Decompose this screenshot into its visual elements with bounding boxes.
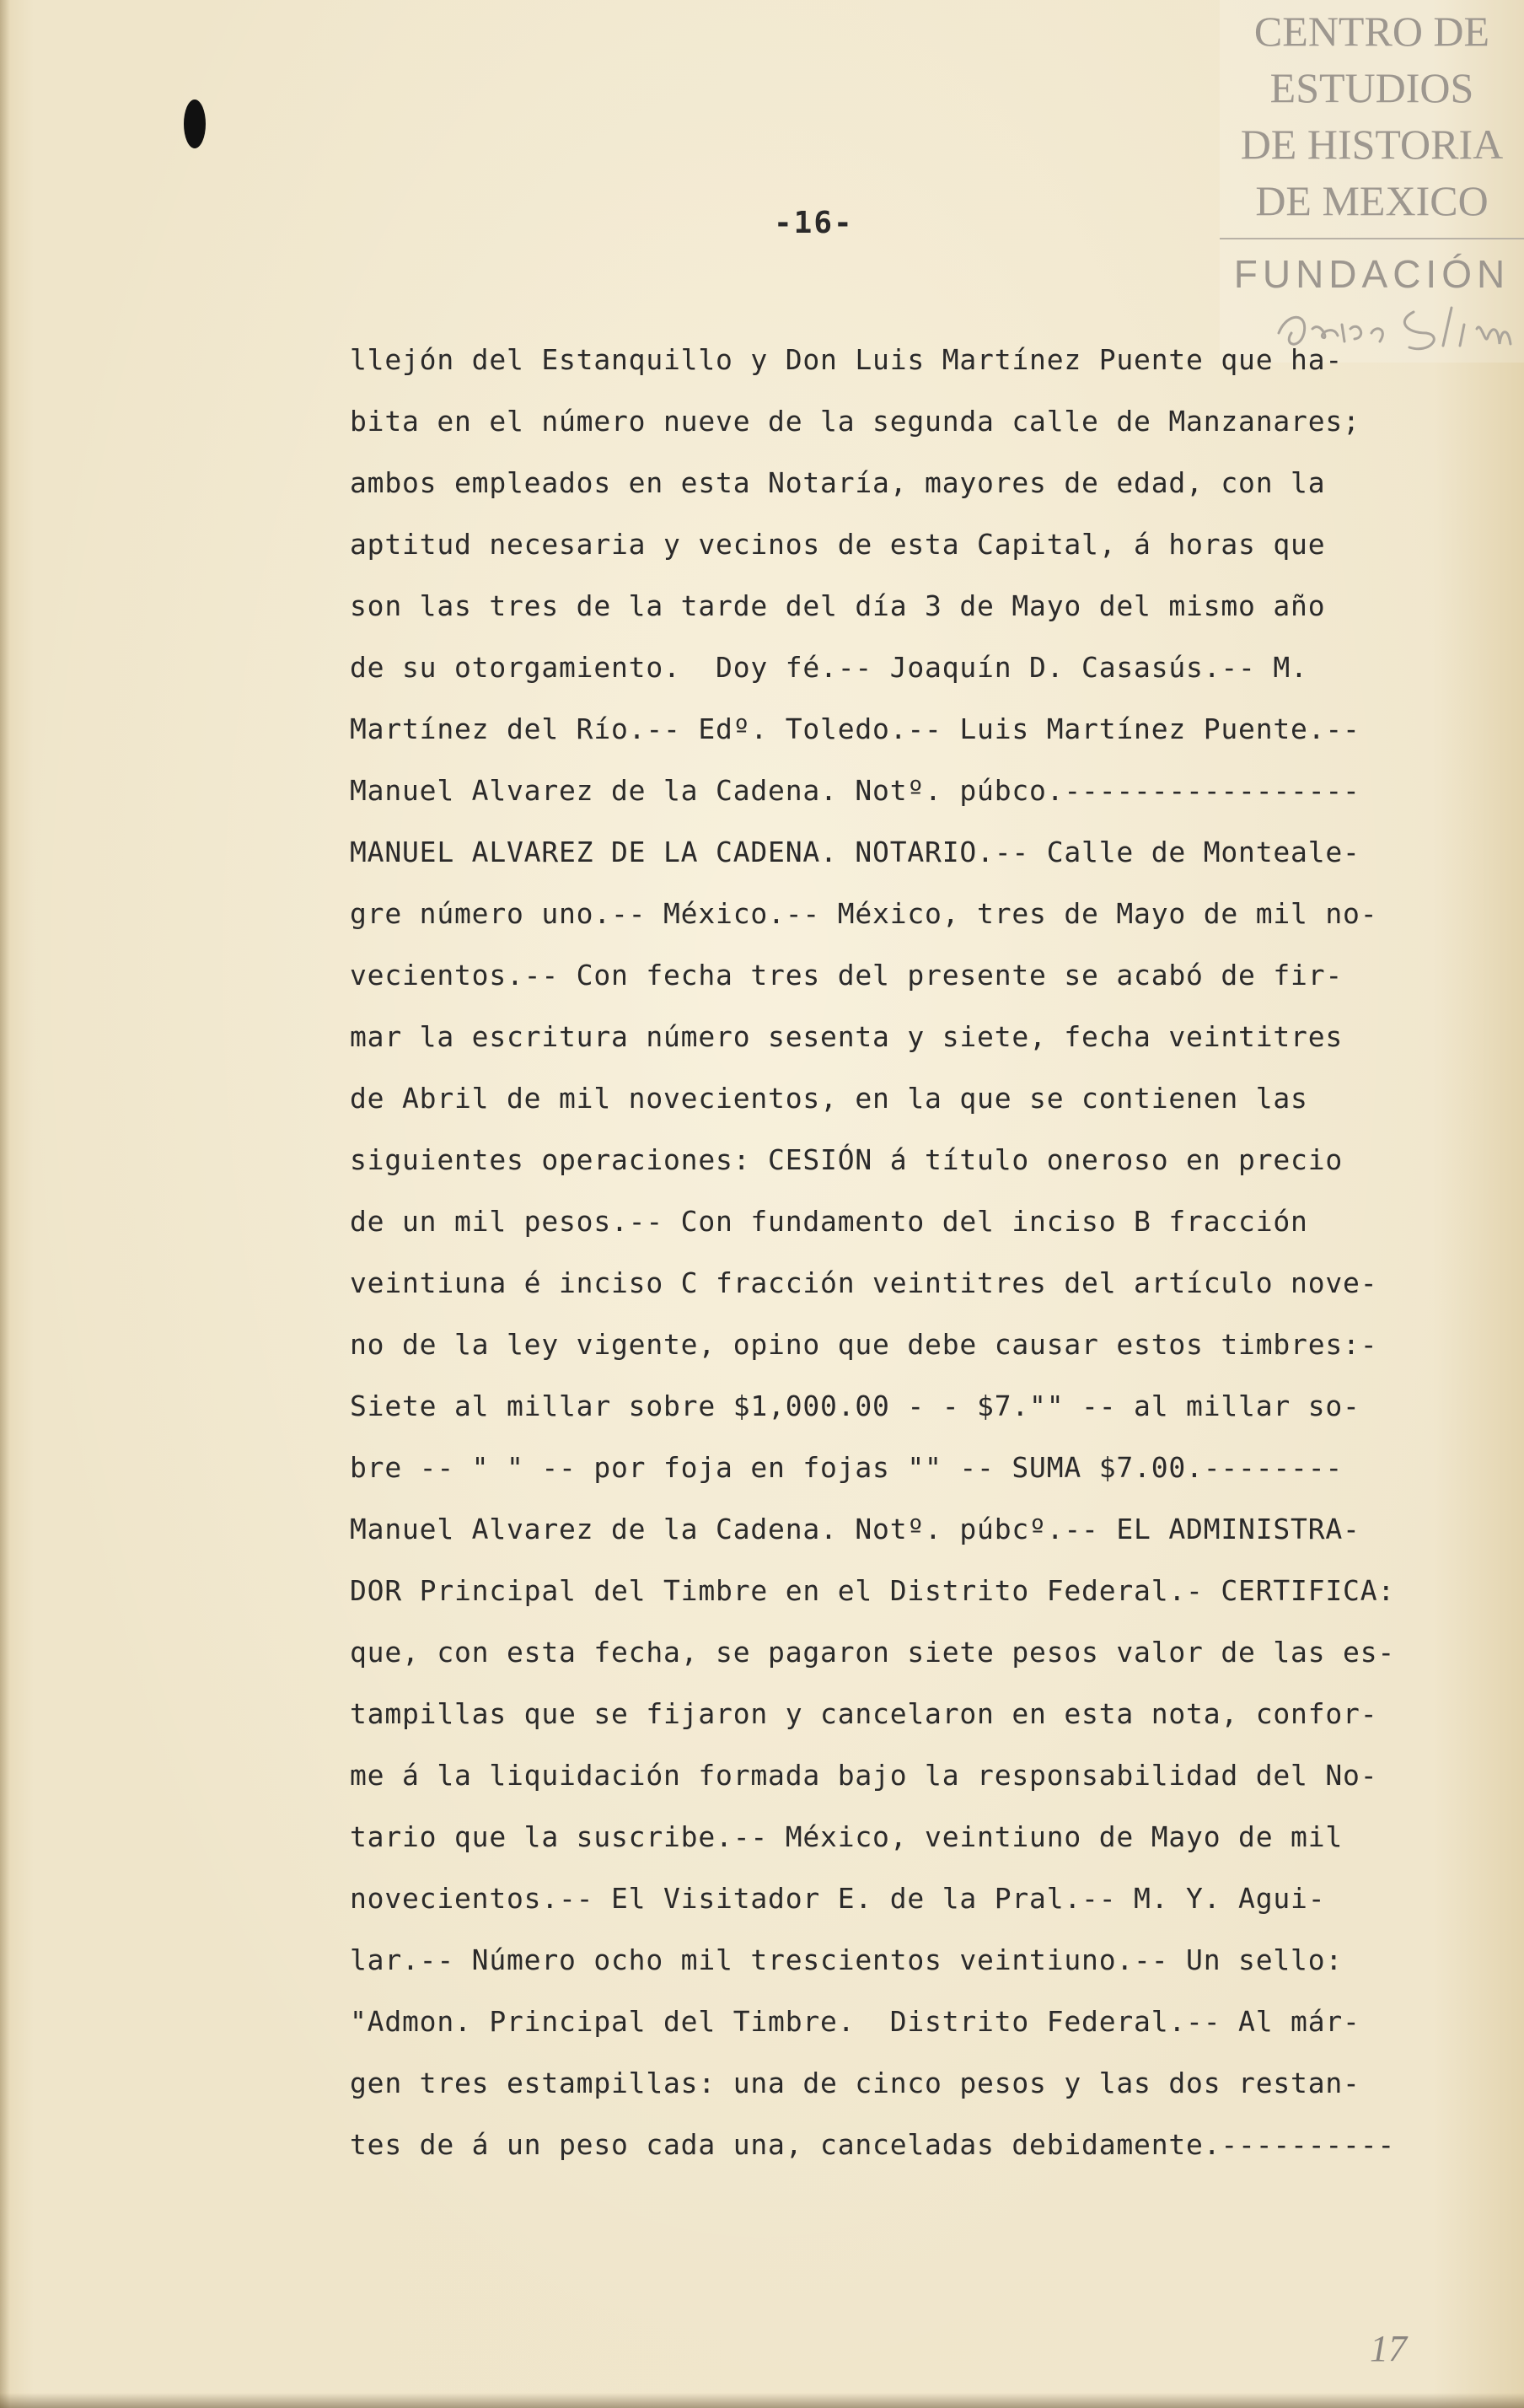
text-line: DOR Principal del Timbre en el Distrito Federal.- CERTIFICA: bbox=[350, 1574, 1396, 1607]
text-line: bita en el número nueve de la segunda calle de Manzanares; bbox=[350, 405, 1360, 438]
text-line: Manuel Alvarez de la Cadena. Notº. púbcº.-- EL ADMINISTRA- bbox=[350, 1513, 1360, 1545]
text-line: gen tres estampillas: una de cinco pesos y las dos restan- bbox=[350, 2067, 1360, 2099]
text-line: no de la ley vigente, opino que debe causar estos timbres:- bbox=[350, 1328, 1378, 1361]
text-line: tes de á un peso cada una, canceladas debidamente.---------- bbox=[350, 2128, 1396, 2161]
text-line: ambos empleados en esta Notaría, mayores de edad, con la bbox=[350, 466, 1326, 499]
text-line: veintiuna é inciso C fracción veintitres del artículo nove- bbox=[350, 1266, 1378, 1299]
text-line: llejón del Estanquillo y Don Luis Martínez Puente que ha- bbox=[350, 343, 1344, 376]
text-line: de un mil pesos.-- Con fundamento del inciso B fracción bbox=[350, 1205, 1308, 1238]
watermark-line-4: DE MEXICO bbox=[1255, 177, 1489, 224]
text-line: son las tres de la tarde del día 3 de Mayo del mismo año bbox=[350, 589, 1326, 622]
text-line: aptitud necesaria y vecinos de esta Capital, á horas que bbox=[350, 528, 1326, 561]
text-line: Manuel Alvarez de la Cadena. Notº. púbco.----------------- bbox=[350, 774, 1360, 807]
punch-hole-mark bbox=[184, 99, 206, 148]
text-line: tampillas que se fijaron y cancelaron en esta nota, confor- bbox=[350, 1697, 1378, 1730]
watermark-line-2: ESTUDIOS bbox=[1269, 64, 1474, 111]
watermark-divider bbox=[1220, 238, 1524, 239]
text-line: vecientos.-- Con fecha tres del presente se acabó de fir- bbox=[350, 959, 1344, 992]
page-number: -16- bbox=[774, 206, 854, 240]
text-line: de su otorgamiento. Doy fé.-- Joaquín D. Casasús.-- M. bbox=[350, 651, 1308, 684]
text-line: gre número uno.-- México.-- México, tres de Mayo de mil no- bbox=[350, 897, 1378, 930]
typed-body-text bbox=[350, 329, 1454, 2175]
text-line: me á la liquidación formada bajo la responsabilidad del No- bbox=[350, 1759, 1378, 1792]
text-line: mar la escritura número sesenta y siete, fecha veintitres bbox=[350, 1020, 1344, 1053]
handwritten-page-note: 17 bbox=[1370, 2328, 1407, 2369]
text-line: tario que la suscribe.-- México, veintiuno de Mayo de mil bbox=[350, 1820, 1344, 1853]
text-line: Siete al millar sobre $1,000.00 - - $7."" -- al millar so- bbox=[350, 1389, 1360, 1422]
text-line: de Abril de mil novecientos, en la que se contienen las bbox=[350, 1082, 1308, 1115]
text-line: novecientos.-- El Visitador E. de la Pral.-- M. Y. Agui- bbox=[350, 1882, 1326, 1915]
archive-watermark bbox=[1220, 0, 1524, 363]
page-bottom-shadow bbox=[0, 2393, 1524, 2408]
watermark-line-1: CENTRO DE bbox=[1253, 8, 1490, 55]
watermark-line-3: DE HISTORIA bbox=[1240, 121, 1504, 168]
text-line: Martínez del Río.-- Edº. Toledo.-- Luis Martínez Puente.-- bbox=[350, 712, 1360, 745]
text-line: bre -- " " -- por foja en fojas "" -- SUMA $7.00.-------- bbox=[350, 1451, 1344, 1484]
watermark-foundation: FUNDACIÓN bbox=[1233, 252, 1511, 296]
page-edge-shadow bbox=[0, 0, 10, 2408]
text-line: MANUEL ALVAREZ DE LA CADENA. NOTARIO.-- Calle de Montealе- bbox=[350, 836, 1360, 868]
text-line: "Admon. Principal del Timbre. Distrito Federal.-- Al már- bbox=[350, 2005, 1360, 2038]
text-line: lar.-- Número ocho mil trescientos veintiuno.-- Un sello: bbox=[350, 1943, 1344, 1976]
text-line: que, con esta fecha, se pagaron siete pesos valor de las es- bbox=[350, 1636, 1396, 1669]
text-line: siguientes operaciones: CESIÓN á título oneroso en precio bbox=[350, 1143, 1344, 1176]
